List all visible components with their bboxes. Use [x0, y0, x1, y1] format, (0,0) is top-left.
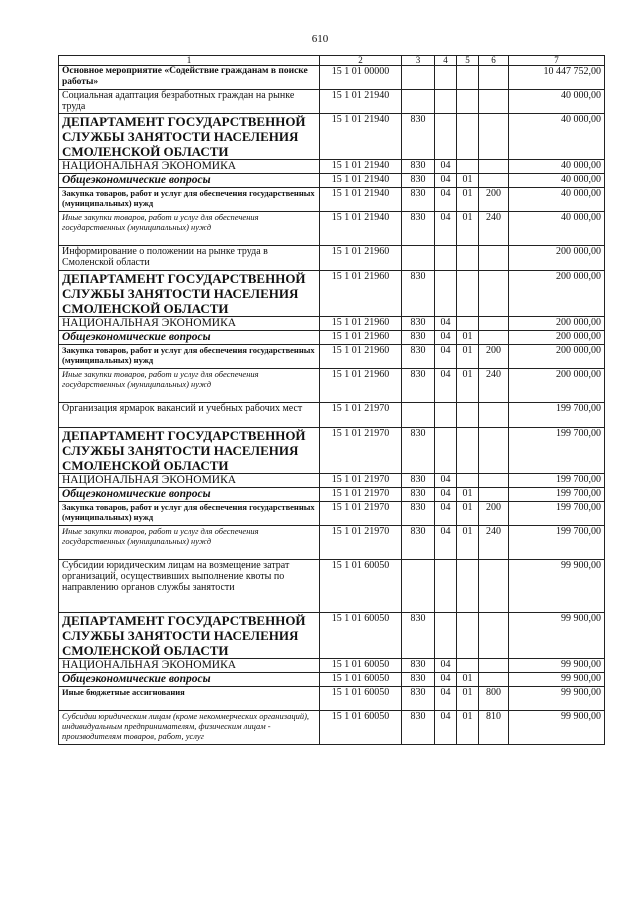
row-amount: 99 900,00 — [509, 659, 605, 673]
row-admin-code — [402, 246, 435, 271]
row-section-code: 04 — [435, 526, 457, 560]
row-amount: 200 000,00 — [509, 331, 605, 345]
row-expense-type — [479, 474, 509, 488]
row-expense-type — [479, 560, 509, 613]
row-section-code: 04 — [435, 488, 457, 502]
row-code: 15 1 01 21970 — [320, 403, 402, 428]
row-amount: 200 000,00 — [509, 271, 605, 317]
row-expense-type: 240 — [479, 369, 509, 403]
row-name: ДЕПАРТАМЕНТ ГОСУДАРСТВЕННОЙ СЛУЖБЫ ЗАНЯТОСТИ НАСЕЛЕНИЯ СМОЛЕНСКОЙ ОБЛАСТИ — [59, 114, 320, 160]
column-header-6: 6 — [479, 56, 509, 66]
table-row — [59, 90, 605, 114]
row-section-code — [435, 271, 457, 317]
row-expense-type: 800 — [479, 687, 509, 711]
table-row — [59, 331, 605, 345]
row-name: НАЦИОНАЛЬНАЯ ЭКОНОМИКА — [59, 160, 320, 174]
row-section-code — [435, 66, 457, 90]
row-name: ДЕПАРТАМЕНТ ГОСУДАРСТВЕННОЙ СЛУЖБЫ ЗАНЯТОСТИ НАСЕЛЕНИЯ СМОЛЕНСКОЙ ОБЛАСТИ — [59, 428, 320, 474]
row-expense-type — [479, 114, 509, 160]
row-expense-type — [479, 613, 509, 659]
row-code: 15 1 01 21940 — [320, 114, 402, 160]
column-header-7: 7 — [509, 56, 605, 66]
row-code: 15 1 01 21960 — [320, 331, 402, 345]
row-amount: 200 000,00 — [509, 317, 605, 331]
row-amount: 200 000,00 — [509, 345, 605, 369]
row-admin-code: 830 — [402, 271, 435, 317]
row-section-code — [435, 560, 457, 613]
row-section-code — [435, 613, 457, 659]
row-subsection-code: 01 — [457, 369, 479, 403]
row-name: Иные бюджетные ассигнования — [59, 687, 320, 711]
row-admin-code: 830 — [402, 474, 435, 488]
row-expense-type — [479, 403, 509, 428]
row-subsection-code — [457, 160, 479, 174]
row-expense-type: 200 — [479, 188, 509, 212]
table-row — [59, 66, 605, 90]
row-amount: 40 000,00 — [509, 174, 605, 188]
row-amount: 99 900,00 — [509, 613, 605, 659]
row-subsection-code — [457, 474, 479, 488]
row-section-code — [435, 246, 457, 271]
row-name: Субсидии юридическим лицам (кроме некоммерческих организаций), индивидуальным предпринимателям, физическим лицам - производителям товаров, работ, услуг — [59, 711, 320, 745]
table-row — [59, 174, 605, 188]
column-header-2: 2 — [320, 56, 402, 66]
row-subsection-code — [457, 428, 479, 474]
row-amount: 99 900,00 — [509, 673, 605, 687]
row-code: 15 1 01 21940 — [320, 90, 402, 114]
row-admin-code — [402, 66, 435, 90]
row-amount: 99 900,00 — [509, 560, 605, 613]
table-row — [59, 560, 605, 613]
row-amount: 199 700,00 — [509, 474, 605, 488]
row-name: Иные закупки товаров, работ и услуг для обеспечения государственных (муниципальных) нужд — [59, 212, 320, 246]
header-row — [59, 56, 605, 66]
row-amount: 199 700,00 — [509, 403, 605, 428]
table-row — [59, 659, 605, 673]
row-section-code — [435, 114, 457, 160]
row-admin-code: 830 — [402, 212, 435, 246]
row-section-code: 04 — [435, 673, 457, 687]
row-name: ДЕПАРТАМЕНТ ГОСУДАРСТВЕННОЙ СЛУЖБЫ ЗАНЯТОСТИ НАСЕЛЕНИЯ СМОЛЕНСКОЙ ОБЛАСТИ — [59, 613, 320, 659]
row-admin-code: 830 — [402, 687, 435, 711]
row-section-code: 04 — [435, 711, 457, 745]
row-admin-code: 830 — [402, 174, 435, 188]
row-section-code — [435, 428, 457, 474]
row-code: 15 1 01 21960 — [320, 271, 402, 317]
row-amount: 99 900,00 — [509, 687, 605, 711]
row-name: Иные закупки товаров, работ и услуг для обеспечения государственных (муниципальных) нужд — [59, 526, 320, 560]
table-row — [59, 246, 605, 271]
row-expense-type: 810 — [479, 711, 509, 745]
row-expense-type: 240 — [479, 526, 509, 560]
row-name: Организация ярмарок вакансий и учебных рабочих мест — [59, 403, 320, 428]
row-admin-code: 830 — [402, 613, 435, 659]
row-admin-code: 830 — [402, 345, 435, 369]
row-admin-code — [402, 403, 435, 428]
column-header-4: 4 — [435, 56, 457, 66]
row-name: НАЦИОНАЛЬНАЯ ЭКОНОМИКА — [59, 659, 320, 673]
table-row — [59, 403, 605, 428]
row-name: Информирование о положении на рынке труда в Смоленской области — [59, 246, 320, 271]
row-code: 15 1 01 21970 — [320, 526, 402, 560]
row-amount: 40 000,00 — [509, 114, 605, 160]
row-code: 15 1 01 21970 — [320, 428, 402, 474]
row-admin-code: 830 — [402, 711, 435, 745]
row-code: 15 1 01 60050 — [320, 613, 402, 659]
row-expense-type — [479, 659, 509, 673]
row-subsection-code: 01 — [457, 331, 479, 345]
row-expense-type — [479, 174, 509, 188]
row-name: Иные закупки товаров, работ и услуг для обеспечения государственных (муниципальных) нужд — [59, 369, 320, 403]
table-row — [59, 711, 605, 745]
row-admin-code: 830 — [402, 317, 435, 331]
row-section-code: 04 — [435, 160, 457, 174]
row-code: 15 1 01 21960 — [320, 345, 402, 369]
row-admin-code: 830 — [402, 502, 435, 526]
row-amount: 40 000,00 — [509, 212, 605, 246]
row-amount: 199 700,00 — [509, 526, 605, 560]
row-admin-code — [402, 560, 435, 613]
row-code: 15 1 01 21940 — [320, 212, 402, 246]
row-expense-type: 240 — [479, 212, 509, 246]
table-row — [59, 526, 605, 560]
row-section-code: 04 — [435, 174, 457, 188]
table-row — [59, 188, 605, 212]
row-code: 15 1 01 60050 — [320, 711, 402, 745]
row-code: 15 1 01 60050 — [320, 659, 402, 673]
row-amount: 40 000,00 — [509, 188, 605, 212]
column-header-3: 3 — [402, 56, 435, 66]
row-subsection-code: 01 — [457, 526, 479, 560]
row-expense-type — [479, 331, 509, 345]
row-amount: 199 700,00 — [509, 502, 605, 526]
row-amount: 200 000,00 — [509, 369, 605, 403]
budget-table — [58, 55, 605, 745]
row-subsection-code — [457, 66, 479, 90]
table-row — [59, 428, 605, 474]
row-admin-code: 830 — [402, 488, 435, 502]
row-section-code: 04 — [435, 331, 457, 345]
row-code: 15 1 01 21940 — [320, 188, 402, 212]
row-section-code: 04 — [435, 502, 457, 526]
table-row — [59, 114, 605, 160]
row-name: НАЦИОНАЛЬНАЯ ЭКОНОМИКА — [59, 317, 320, 331]
row-subsection-code: 01 — [457, 188, 479, 212]
row-code: 15 1 01 21940 — [320, 174, 402, 188]
table-body — [59, 66, 605, 745]
row-code: 15 1 01 00000 — [320, 66, 402, 90]
row-section-code: 04 — [435, 659, 457, 673]
row-subsection-code: 01 — [457, 673, 479, 687]
row-subsection-code: 01 — [457, 174, 479, 188]
row-subsection-code: 01 — [457, 212, 479, 246]
row-name: ДЕПАРТАМЕНТ ГОСУДАРСТВЕННОЙ СЛУЖБЫ ЗАНЯТОСТИ НАСЕЛЕНИЯ СМОЛЕНСКОЙ ОБЛАСТИ — [59, 271, 320, 317]
column-header-1: 1 — [59, 56, 320, 66]
table-row — [59, 271, 605, 317]
row-section-code — [435, 403, 457, 428]
row-name: НАЦИОНАЛЬНАЯ ЭКОНОМИКА — [59, 474, 320, 488]
row-subsection-code: 01 — [457, 502, 479, 526]
row-section-code: 04 — [435, 369, 457, 403]
row-section-code — [435, 90, 457, 114]
row-admin-code: 830 — [402, 369, 435, 403]
row-name: Общеэкономические вопросы — [59, 673, 320, 687]
row-subsection-code — [457, 613, 479, 659]
row-code: 15 1 01 21960 — [320, 369, 402, 403]
table-row — [59, 474, 605, 488]
row-amount: 199 700,00 — [509, 428, 605, 474]
row-expense-type: 200 — [479, 502, 509, 526]
table-row — [59, 613, 605, 659]
row-name: Общеэкономические вопросы — [59, 488, 320, 502]
row-code: 15 1 01 21970 — [320, 474, 402, 488]
row-code: 15 1 01 21970 — [320, 502, 402, 526]
row-admin-code: 830 — [402, 428, 435, 474]
table-row — [59, 345, 605, 369]
row-subsection-code — [457, 317, 479, 331]
row-expense-type — [479, 317, 509, 331]
row-subsection-code — [457, 560, 479, 613]
row-expense-type — [479, 66, 509, 90]
row-expense-type — [479, 488, 509, 502]
row-subsection-code: 01 — [457, 345, 479, 369]
row-amount: 99 900,00 — [509, 711, 605, 745]
row-name: Закупка товаров, работ и услуг для обеспечения государственных (муниципальных) нужд — [59, 188, 320, 212]
row-amount: 40 000,00 — [509, 160, 605, 174]
table-row — [59, 502, 605, 526]
row-section-code: 04 — [435, 345, 457, 369]
table-row — [59, 369, 605, 403]
table-row — [59, 687, 605, 711]
row-admin-code: 830 — [402, 659, 435, 673]
row-code: 15 1 01 21940 — [320, 160, 402, 174]
row-subsection-code: 01 — [457, 711, 479, 745]
row-section-code: 04 — [435, 212, 457, 246]
row-name: Основное мероприятие «Содействие гражданам в поиске работы» — [59, 66, 320, 90]
column-header-5: 5 — [457, 56, 479, 66]
row-section-code: 04 — [435, 474, 457, 488]
row-subsection-code — [457, 403, 479, 428]
row-subsection-code — [457, 271, 479, 317]
row-name: Субсидии юридическим лицам на возмещение затрат организаций, осуществивших выполнение квоты по направлению органов службы занятости — [59, 560, 320, 613]
row-name: Закупка товаров, работ и услуг для обеспечения государственных (муниципальных) нужд — [59, 502, 320, 526]
row-admin-code: 830 — [402, 331, 435, 345]
row-section-code: 04 — [435, 687, 457, 711]
row-expense-type: 200 — [479, 345, 509, 369]
row-subsection-code — [457, 90, 479, 114]
row-admin-code: 830 — [402, 188, 435, 212]
row-code: 15 1 01 21970 — [320, 488, 402, 502]
row-code: 15 1 01 60050 — [320, 673, 402, 687]
row-expense-type — [479, 428, 509, 474]
row-subsection-code: 01 — [457, 488, 479, 502]
row-name: Закупка товаров, работ и услуг для обеспечения государственных (муниципальных) нужд — [59, 345, 320, 369]
row-admin-code: 830 — [402, 114, 435, 160]
table-row — [59, 317, 605, 331]
row-expense-type — [479, 90, 509, 114]
table-row — [59, 212, 605, 246]
row-code: 15 1 01 21960 — [320, 246, 402, 271]
row-expense-type — [479, 246, 509, 271]
row-section-code: 04 — [435, 188, 457, 212]
row-name: Общеэкономические вопросы — [59, 174, 320, 188]
row-section-code: 04 — [435, 317, 457, 331]
row-amount: 200 000,00 — [509, 246, 605, 271]
row-subsection-code — [457, 659, 479, 673]
row-amount: 10 447 752,00 — [509, 66, 605, 90]
row-subsection-code — [457, 114, 479, 160]
row-code: 15 1 01 60050 — [320, 560, 402, 613]
row-subsection-code — [457, 246, 479, 271]
table-row — [59, 488, 605, 502]
row-expense-type — [479, 160, 509, 174]
table-row — [59, 160, 605, 174]
row-name: Общеэкономические вопросы — [59, 331, 320, 345]
row-subsection-code: 01 — [457, 687, 479, 711]
row-admin-code: 830 — [402, 673, 435, 687]
row-expense-type — [479, 271, 509, 317]
row-amount: 199 700,00 — [509, 488, 605, 502]
table-row — [59, 673, 605, 687]
row-code: 15 1 01 21960 — [320, 317, 402, 331]
page-number: 610 — [311, 33, 329, 45]
row-admin-code: 830 — [402, 526, 435, 560]
row-name: Социальная адаптация безработных граждан на рынке труда — [59, 90, 320, 114]
row-code: 15 1 01 60050 — [320, 687, 402, 711]
row-expense-type — [479, 673, 509, 687]
row-admin-code — [402, 90, 435, 114]
row-amount: 40 000,00 — [509, 90, 605, 114]
row-admin-code: 830 — [402, 160, 435, 174]
